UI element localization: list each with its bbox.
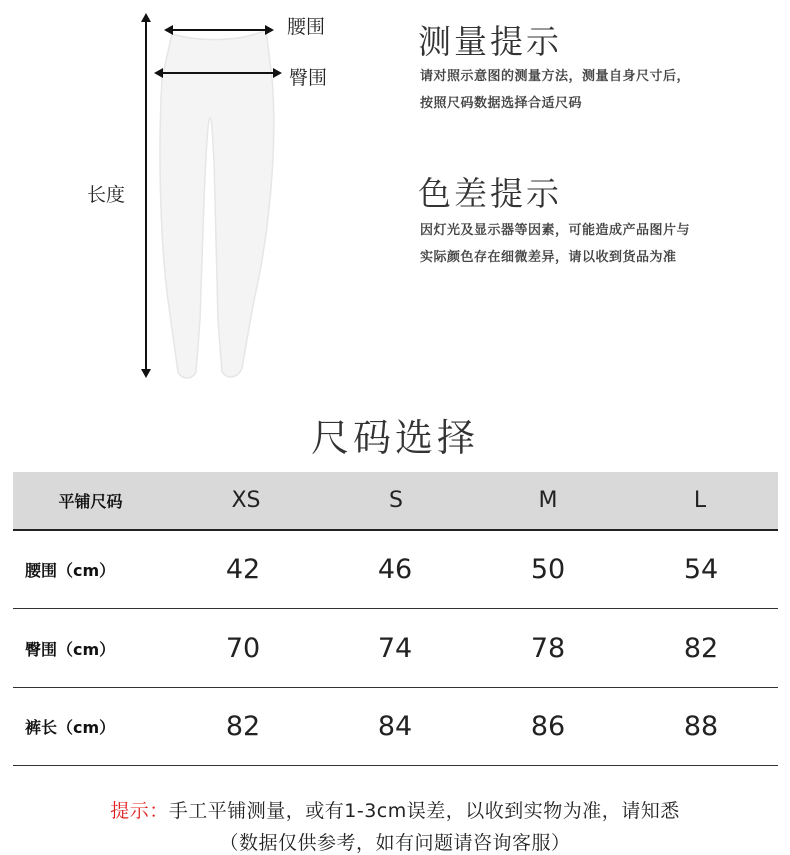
row-label: 腰围（cm） [25, 561, 116, 580]
color-tip-line1: 因灯光及显示器等因素，可能造成产品图片与 [420, 223, 691, 238]
measure-tip-line1: 请对照示意图的测量方法，测量自身尺寸后， [420, 69, 691, 84]
table-row [13, 531, 778, 609]
table-cell: 42 [225, 554, 261, 585]
header-size-m: M [538, 488, 558, 513]
measure-tip-line2: 按照尺码数据选择合适尺码 [420, 96, 583, 111]
measurement-diagram [0, 0, 400, 390]
row-label: 裤长（cm） [25, 718, 116, 737]
table-cell: 74 [377, 632, 413, 664]
footer-prefix: 提示： [110, 800, 169, 822]
header-size-xs: XS [231, 488, 261, 513]
table-cell: 50 [530, 554, 566, 585]
table-cell: 84 [377, 711, 413, 742]
footer-note-line1 [0, 796, 790, 823]
footer-note-line2: （数据仅供参考，如有问题请咨询客服） [219, 832, 571, 854]
table-cell: 82 [683, 632, 719, 664]
table-cell: 82 [225, 711, 261, 742]
table-cell: 54 [683, 554, 719, 585]
table-cell: 88 [683, 711, 719, 742]
leggings-diagram-icon [0, 0, 400, 390]
header-first-cell: 平铺尺码 [58, 492, 123, 511]
table-cell: 70 [225, 632, 261, 664]
color-tip-line2: 实际颜色存在细微差异，请以收到货品为准 [420, 250, 677, 265]
leggings-shape [160, 30, 274, 378]
row-label: 臀围（cm） [25, 639, 116, 659]
header-size-s: S [389, 488, 403, 513]
footer-text: 手工平铺测量，或有1-3cm误差，以收到实物为准，请知悉 [168, 800, 680, 822]
color-tip-title: 色差提示 [418, 174, 562, 213]
measure-tip-title: 测量提示 [418, 22, 562, 61]
table-header-row [13, 472, 778, 531]
table-cell: 78 [530, 632, 566, 664]
table-row [13, 609, 778, 688]
table-cell: 46 [377, 554, 413, 585]
hip-label: 臀围 [289, 67, 328, 89]
waist-label: 腰围 [287, 16, 326, 38]
table-cell: 86 [530, 711, 566, 742]
size-section-title: 尺码选择 [310, 416, 479, 460]
length-label: 长度 [87, 184, 126, 206]
table-row [13, 688, 778, 766]
header-size-l: L [693, 488, 707, 513]
table-body [13, 531, 778, 766]
size-table [13, 472, 778, 766]
